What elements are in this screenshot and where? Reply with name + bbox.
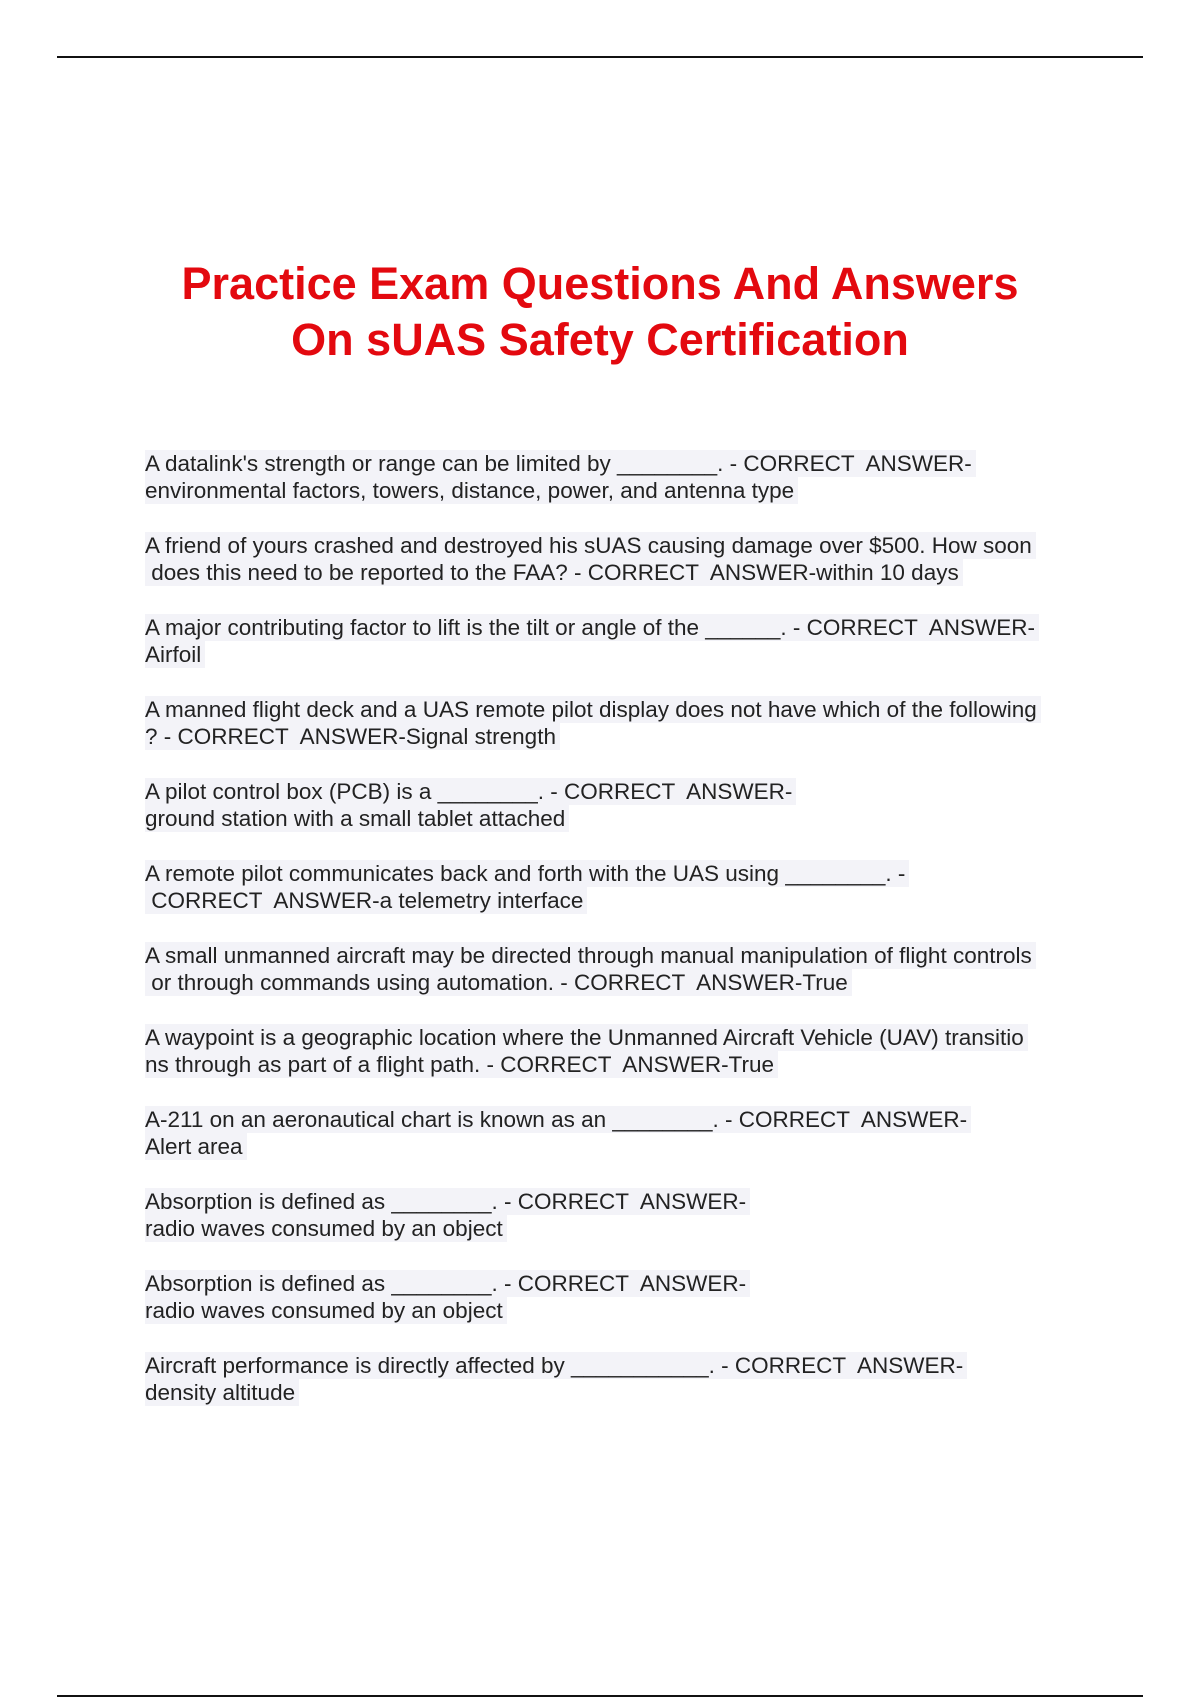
qa-question-line: Aircraft performance is directly affected by ___________. - CORRECT ANSWER- <box>145 1352 967 1379</box>
qa-item <box>145 1270 1090 1324</box>
document-title <box>0 256 1200 368</box>
qa-answer-line: density altitude <box>145 1379 299 1406</box>
qa-list <box>145 450 1090 1434</box>
qa-answer-line: CORRECT ANSWER-a telemetry interface <box>145 887 587 914</box>
qa-question-line: A datalink's strength or range can be limited by ________. - CORRECT ANSWER- <box>145 450 976 477</box>
qa-item <box>145 1024 1090 1078</box>
qa-question-line: Absorption is defined as ________. - CORRECT ANSWER- <box>145 1270 750 1297</box>
qa-question-line: A major contributing factor to lift is the tilt or angle of the ______. - CORRECT ANSWER- <box>145 614 1039 641</box>
qa-question-line: Absorption is defined as ________. - CORRECT ANSWER- <box>145 1188 750 1215</box>
qa-question-line: A small unmanned aircraft may be directed through manual manipulation of flight controls <box>145 942 1036 969</box>
qa-item <box>145 860 1090 914</box>
qa-item <box>145 450 1090 504</box>
qa-item <box>145 696 1090 750</box>
title-line-1: Practice Exam Questions And Answers <box>181 258 1019 309</box>
qa-answer-line: radio waves consumed by an object <box>145 1215 507 1242</box>
qa-question-line: A waypoint is a geographic location where the Unmanned Aircraft Vehicle (UAV) transitio <box>145 1024 1028 1051</box>
qa-item <box>145 942 1090 996</box>
bottom-rule <box>57 1695 1143 1697</box>
qa-answer-line: does this need to be reported to the FAA? - CORRECT ANSWER-within 10 days <box>145 559 963 586</box>
top-rule <box>57 56 1143 58</box>
qa-question-line: A remote pilot communicates back and forth with the UAS using ________. - <box>145 860 909 887</box>
qa-answer-line: Airfoil <box>145 641 205 668</box>
qa-item <box>145 1352 1090 1406</box>
qa-answer-line: or through commands using automation. - CORRECT ANSWER-True <box>145 969 852 996</box>
qa-question-line: A manned flight deck and a UAS remote pilot display does not have which of the following <box>145 696 1041 723</box>
qa-answer-line: Alert area <box>145 1133 247 1160</box>
qa-item <box>145 1106 1090 1160</box>
qa-answer-line: environmental factors, towers, distance, power, and antenna type <box>145 477 798 504</box>
qa-item <box>145 1188 1090 1242</box>
qa-question-line: A friend of yours crashed and destroyed his sUAS causing damage over $500. How soon <box>145 532 1036 559</box>
title-line-2: On sUAS Safety Certification <box>291 314 909 365</box>
qa-answer-line: ? - CORRECT ANSWER-Signal strength <box>145 723 560 750</box>
qa-item <box>145 614 1090 668</box>
qa-item <box>145 532 1090 586</box>
qa-question-line: A-211 on an aeronautical chart is known as an ________. - CORRECT ANSWER- <box>145 1106 971 1133</box>
qa-item <box>145 778 1090 832</box>
qa-answer-line: ground station with a small tablet attached <box>145 805 569 832</box>
qa-question-line: A pilot control box (PCB) is a ________. - CORRECT ANSWER- <box>145 778 796 805</box>
qa-answer-line: radio waves consumed by an object <box>145 1297 507 1324</box>
qa-answer-line: ns through as part of a flight path. - CORRECT ANSWER-True <box>145 1051 778 1078</box>
